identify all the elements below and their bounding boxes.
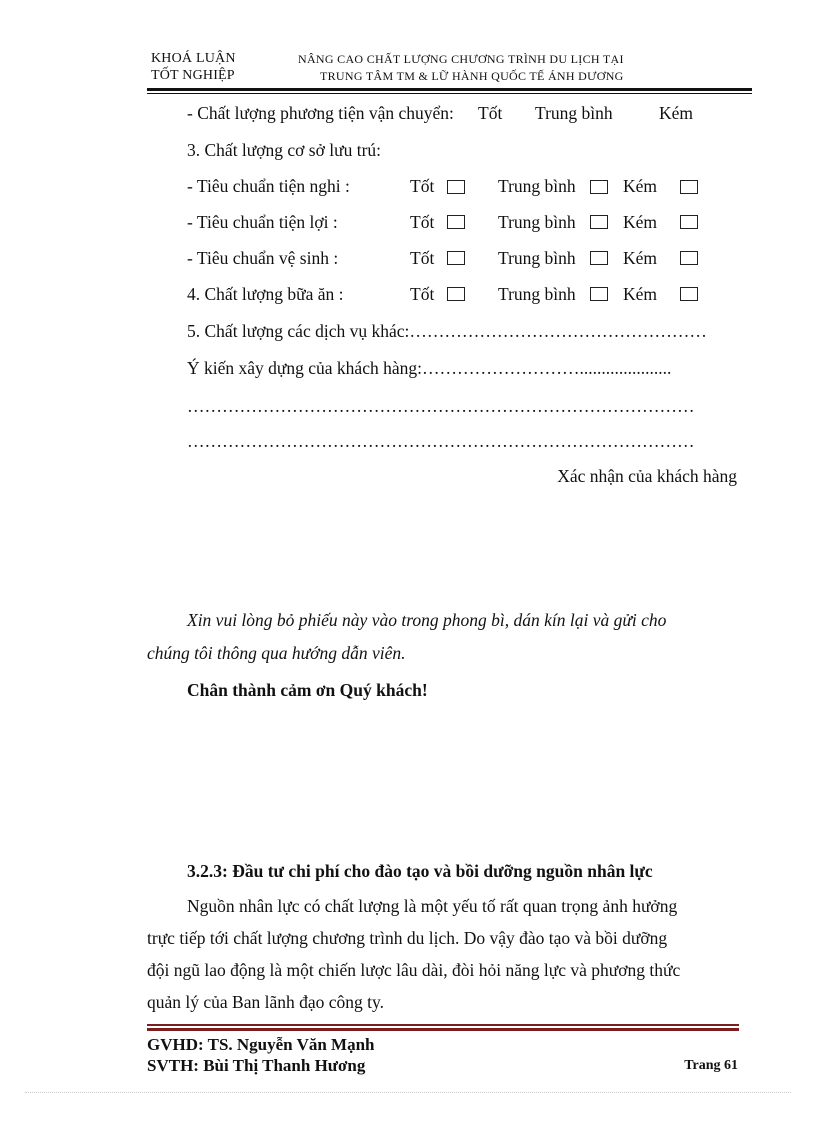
transport-avg: Trung bình <box>535 103 613 123</box>
row-good-label: Tốt <box>410 284 435 304</box>
row-good-label: Tốt <box>410 212 435 232</box>
thanks-text: Chân thành cảm ơn Quý khách! <box>187 680 428 700</box>
checkbox-good[interactable] <box>447 287 465 301</box>
header-left-line2: TỐT NGHIỆP <box>151 68 235 83</box>
section-para-line: Nguồn nhân lực có chất lượng là một yếu tố rất quan trọng ảnh hưởng <box>187 896 678 916</box>
checkbox-avg[interactable] <box>590 251 608 265</box>
footer-rule-thick <box>147 1028 739 1031</box>
section-para-line: đội ngũ lao động là một chiến lược lâu dài, đòi hỏi năng lực và phương thức <box>147 960 681 980</box>
checkbox-bad[interactable] <box>680 215 698 229</box>
checkbox-good[interactable] <box>447 215 465 229</box>
footer-rule-thin <box>147 1024 739 1026</box>
opinion-line: Ý kiến xây dựng của khách hàng:………………………..................... <box>187 358 672 378</box>
checkbox-bad[interactable] <box>680 287 698 301</box>
section-heading: 3.2.3: Đầu tư chi phí cho đào tạo và bồi dưỡng nguồn nhân lực <box>187 861 653 881</box>
checkbox-avg[interactable] <box>590 180 608 194</box>
row-bad-label: Kém <box>623 284 658 304</box>
header-rule-thin <box>147 93 752 94</box>
transport-label: - Chất lượng phương tiện vận chuyển: <box>187 103 454 123</box>
section-para-line: quản lý của Ban lãnh đạo công ty. <box>147 992 384 1012</box>
checkbox-avg[interactable] <box>590 215 608 229</box>
page-bottom-divider <box>25 1092 791 1093</box>
advisor-name: GVHD: TS. Nguyễn Văn Mạnh <box>147 1035 375 1054</box>
page-number: Trang 61 <box>684 1058 738 1073</box>
checkbox-bad[interactable] <box>680 180 698 194</box>
checkbox-good[interactable] <box>447 180 465 194</box>
row-label: - Tiêu chuẩn vệ sinh : <box>187 248 339 268</box>
row-avg-label: Trung bình <box>498 212 576 232</box>
row-avg-label: Trung bình <box>498 176 576 196</box>
instruction-line2: chúng tôi thông qua hướng dẫn viên. <box>147 643 406 663</box>
header-title-line1: NÂNG CAO CHẤT LƯỢNG CHƯƠNG TRÌNH DU LỊCH TẠI <box>298 52 624 66</box>
section-para-line: trực tiếp tới chất lượng chương trình du lịch. Do vậy đào tạo và bồi dưỡng <box>147 928 668 948</box>
transport-good: Tốt <box>478 103 503 123</box>
checkbox-bad[interactable] <box>680 251 698 265</box>
student-name: SVTH: Bùi Thị Thanh Hương <box>147 1056 366 1075</box>
checkbox-avg[interactable] <box>590 287 608 301</box>
header-rule-thick <box>147 88 752 91</box>
instruction-line1: Xin vui lòng bỏ phiếu này vào trong phong bì, dán kín lại và gửi cho <box>187 610 667 630</box>
row-bad-label: Kém <box>623 248 658 268</box>
row-avg-label: Trung bình <box>498 248 576 268</box>
row-bad-label: Kém <box>623 176 658 196</box>
header-left-line1: KHOÁ LUẬN <box>151 51 236 66</box>
other-services-line: 5. Chất lượng các dịch vụ khác:…………………………………………… <box>187 321 707 341</box>
blank-line: …………………………………………………………………………… <box>187 396 695 416</box>
customer-confirmation: Xác nhận của khách hàng <box>557 466 737 486</box>
row-bad-label: Kém <box>623 212 658 232</box>
checkbox-good[interactable] <box>447 251 465 265</box>
row-label: - Tiêu chuẩn tiện lợi : <box>187 212 338 232</box>
blank-line: …………………………………………………………………………… <box>187 431 695 451</box>
row-good-label: Tốt <box>410 248 435 268</box>
header-title-line2: TRUNG TÂM TM & LỮ HÀNH QUỐC TẾ ÁNH DƯƠNG <box>320 69 624 83</box>
row-label: - Tiêu chuẩn tiện nghi : <box>187 176 350 196</box>
row-good-label: Tốt <box>410 176 435 196</box>
row-avg-label: Trung bình <box>498 284 576 304</box>
accommodation-heading: 3. Chất lượng cơ sở lưu trú: <box>187 140 382 160</box>
transport-bad: Kém <box>659 103 694 123</box>
row-label: 4. Chất lượng bữa ăn : <box>187 284 344 304</box>
